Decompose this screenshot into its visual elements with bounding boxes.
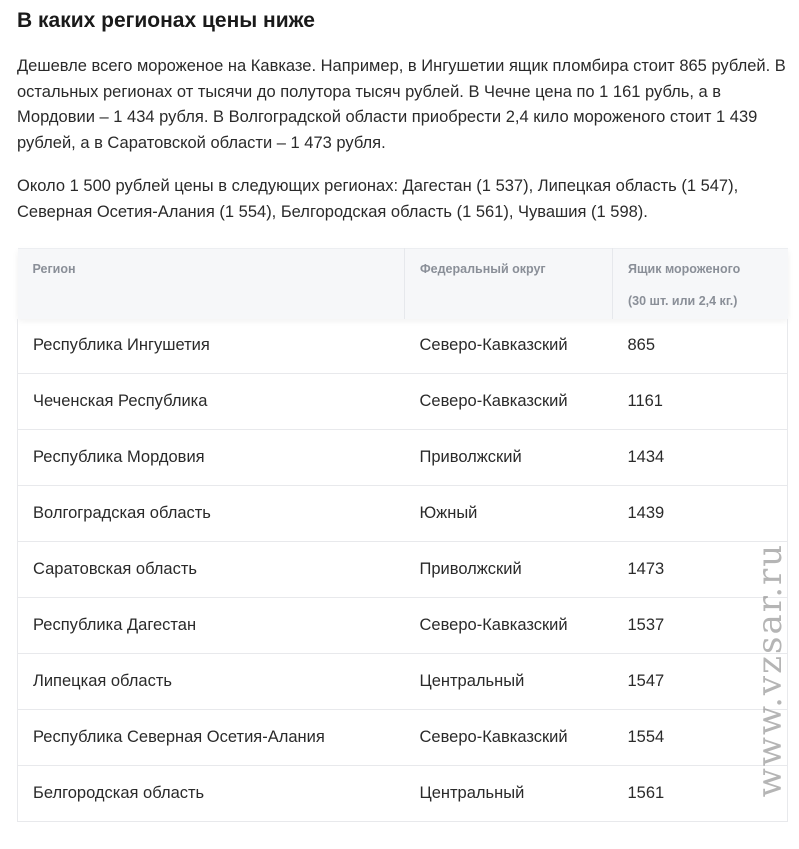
table-row xyxy=(18,430,788,486)
table-body xyxy=(18,319,788,822)
cell-district: Южный xyxy=(405,486,613,542)
cell-district: Северо-Кавказский xyxy=(405,374,613,430)
header-district xyxy=(405,249,613,319)
cell-region: Саратовская область xyxy=(18,542,405,598)
paragraph-around-1500: Около 1 500 рублей цены в следующих регионах: Дагестан (1 537), Липецкая область (1 547), Северная Осетия-Алания (1 554), Белгородская область (1 561), Чувашия (1 598). xyxy=(17,177,739,221)
cell-price: 1473 xyxy=(613,542,788,598)
cell-district: Центральный xyxy=(405,654,613,710)
cell-region: Чеченская Республика xyxy=(18,374,405,430)
table-row xyxy=(18,319,788,374)
cell-price: 1537 xyxy=(613,598,788,654)
table-row xyxy=(18,766,788,822)
cell-district: Северо-Кавказский xyxy=(405,710,613,766)
cell-region: Республика Дагестан xyxy=(18,598,405,654)
table-row xyxy=(18,542,788,598)
cell-district: Приволжский xyxy=(405,542,613,598)
table-row xyxy=(18,598,788,654)
table-row xyxy=(18,486,788,542)
watermark-text: www.vzsar.ru xyxy=(750,542,790,798)
cell-price: 865 xyxy=(613,319,788,374)
paragraph-cheapest: Дешевле всего мороженое на Кавказе. Например, в Ингушетии ящик пломбира стоит 865 рублей. В остальных регионах от тысячи до полутора тысяч рублей. В Чечне цена по 1 161 рубль, а в Мордовии – 1 434 рубля. В Волгоградской области приобрести 2,4 кило мороженого стоит 1 439 рублей, а в Саратовской области – 1 473 рубля. xyxy=(17,57,786,152)
cell-region: Белгородская область xyxy=(18,766,405,822)
cell-region: Республика Ингушетия xyxy=(18,319,405,374)
header-price-label: Ящик мороженого xyxy=(628,262,741,276)
header-price-sublabel: (30 шт. или 2,4 кг.) xyxy=(628,294,738,308)
cell-region: Республика Северная Осетия-Алания xyxy=(18,710,405,766)
cell-price: 1561 xyxy=(613,766,788,822)
cell-region: Республика Мордовия xyxy=(18,430,405,486)
header-region xyxy=(18,249,405,319)
table-header-row xyxy=(18,249,788,319)
header-district-label: Федеральный округ xyxy=(420,262,546,276)
cell-price: 1434 xyxy=(613,430,788,486)
cell-region: Волгоградская область xyxy=(18,486,405,542)
cell-price: 1554 xyxy=(613,710,788,766)
cell-district: Северо-Кавказский xyxy=(405,598,613,654)
cell-price: 1161 xyxy=(613,374,788,430)
price-table xyxy=(17,248,788,822)
cell-price: 1439 xyxy=(613,486,788,542)
section-title: В каких регионах цены ниже xyxy=(17,9,315,32)
header-region-label: Регион xyxy=(32,262,76,276)
table-header xyxy=(18,249,788,319)
price-table-container xyxy=(17,248,787,822)
cell-district: Приволжский xyxy=(405,430,613,486)
table-row xyxy=(18,654,788,710)
cell-region: Липецкая область xyxy=(18,654,405,710)
table-row xyxy=(18,710,788,766)
cell-district: Центральный xyxy=(405,766,613,822)
header-price xyxy=(613,249,788,319)
cell-district: Северо-Кавказский xyxy=(405,319,613,374)
cell-price: 1547 xyxy=(613,654,788,710)
table-row xyxy=(18,374,788,430)
